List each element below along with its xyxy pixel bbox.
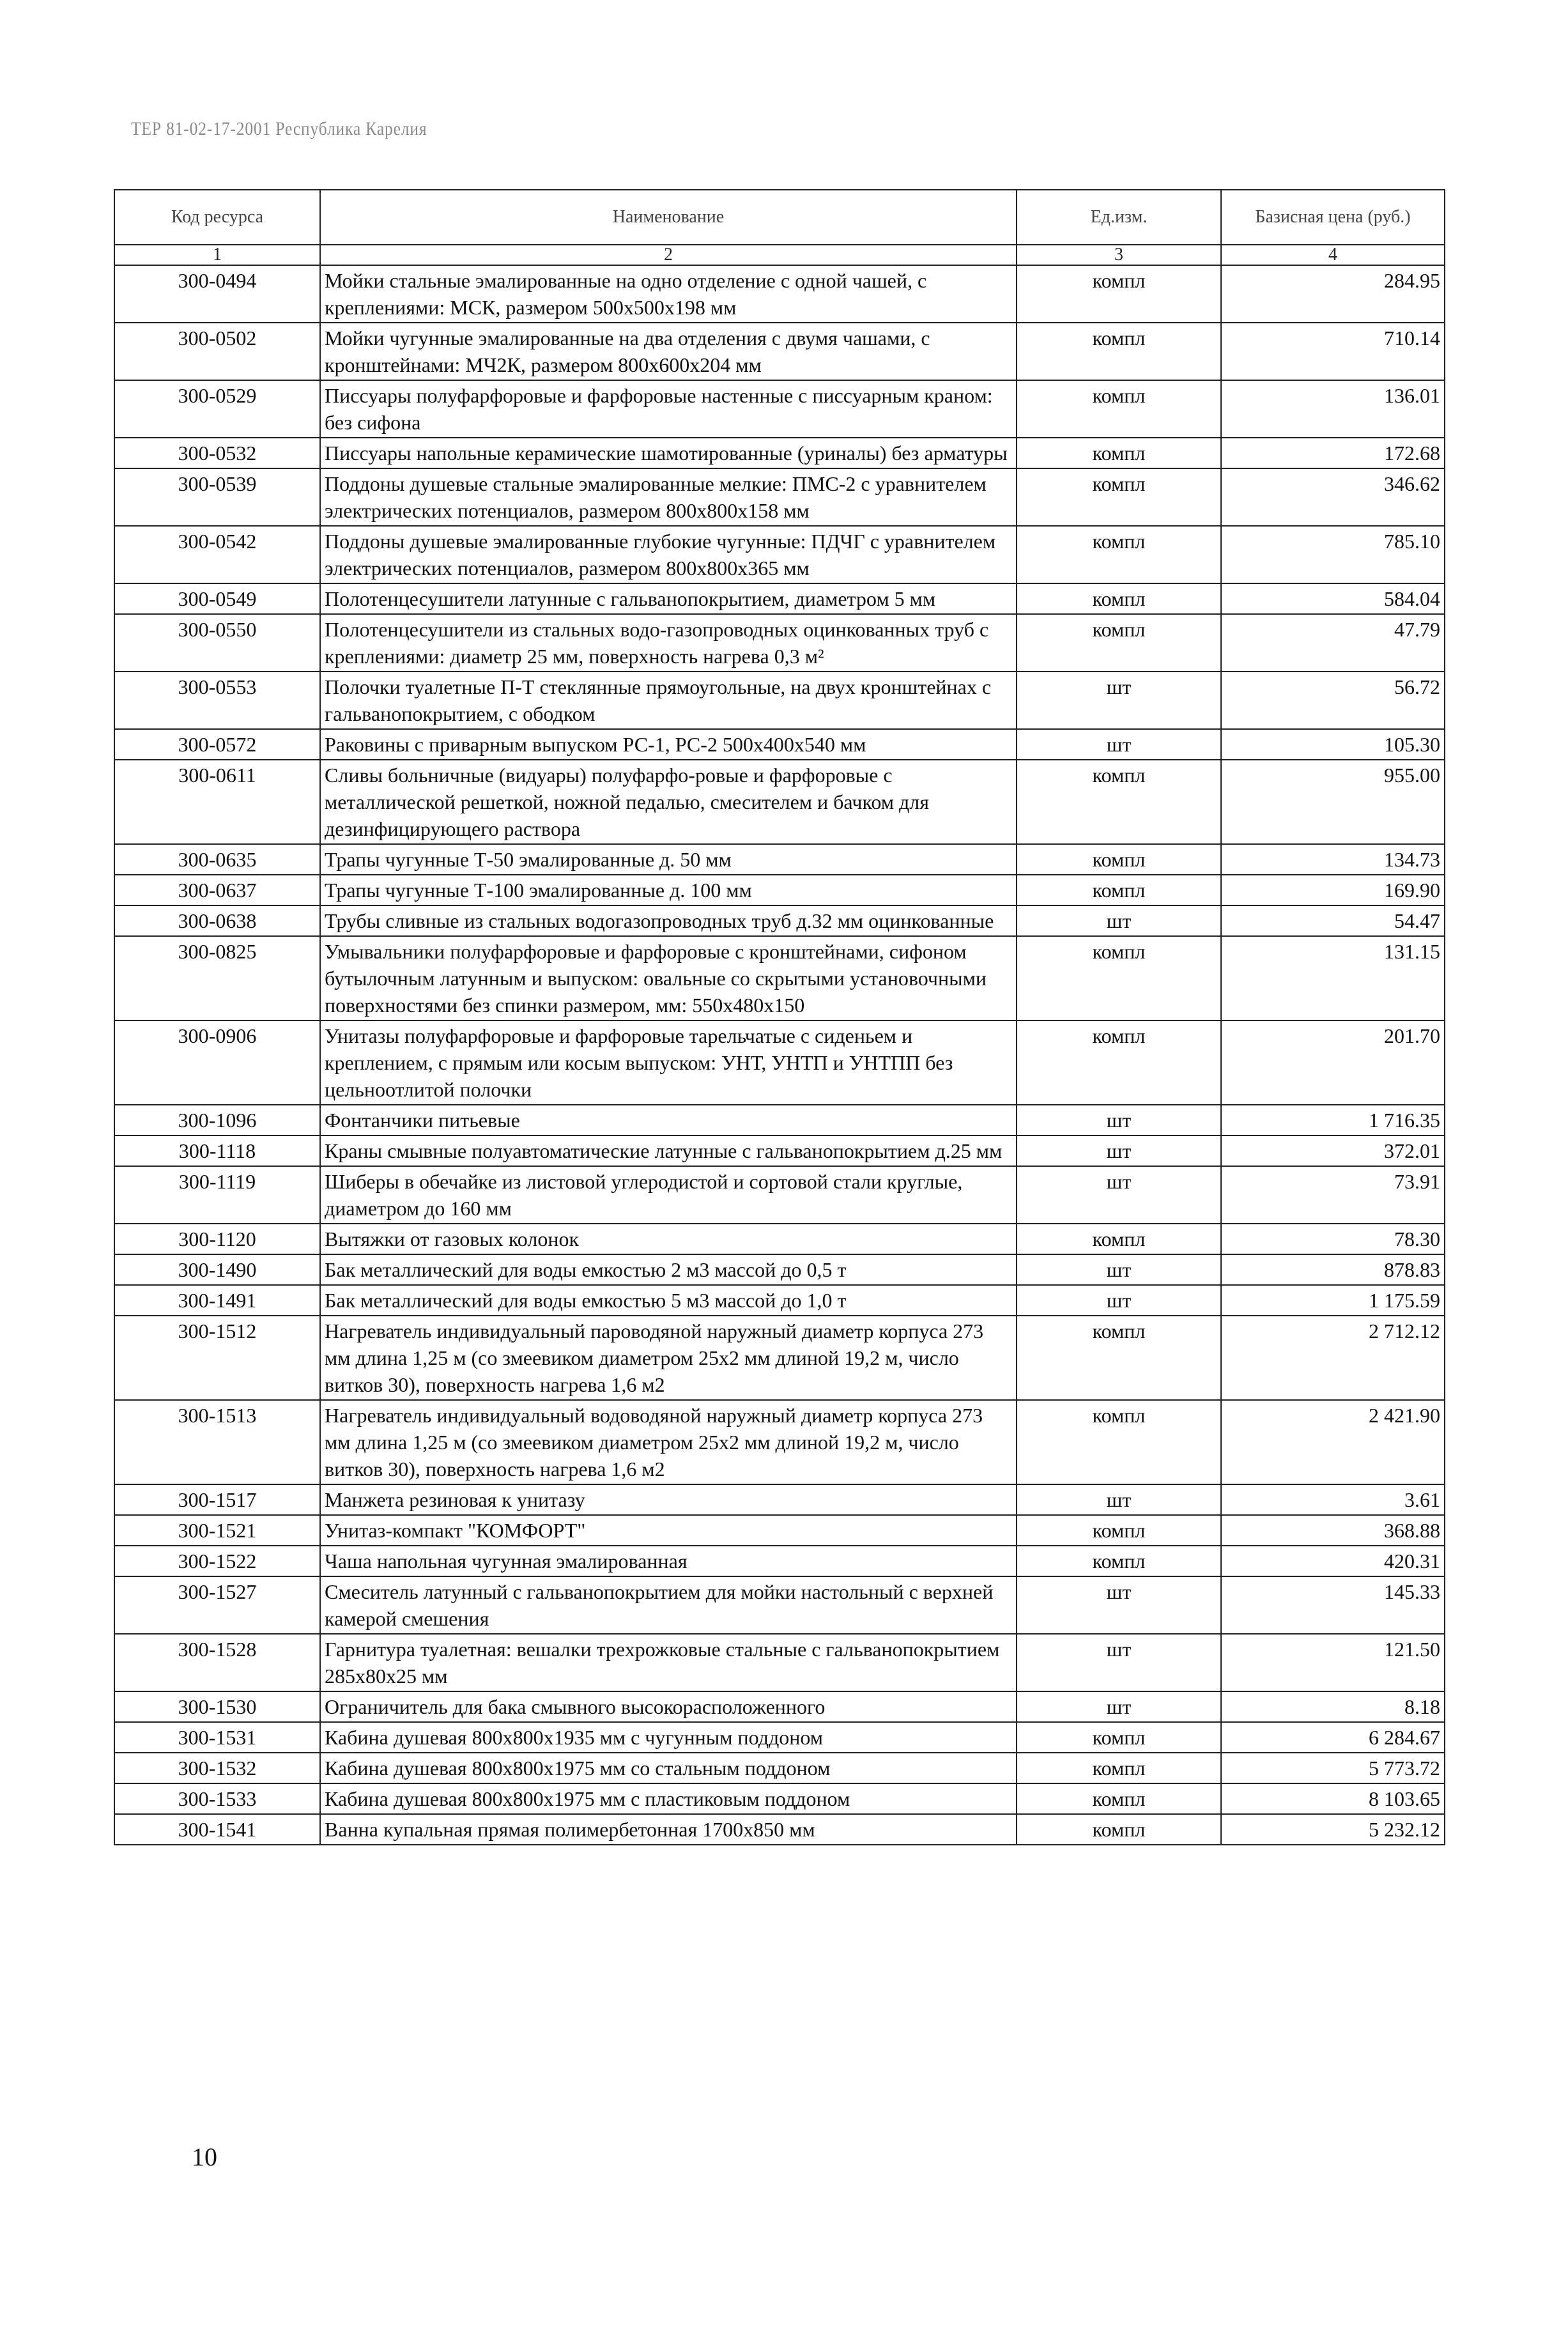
price-cell: 121.50 — [1221, 1634, 1445, 1691]
unit-cell: компл — [1017, 760, 1221, 844]
table-row — [114, 1814, 1445, 1845]
table-row — [114, 468, 1445, 526]
resource-name-cell: Писсуары напольные керамические шамотированные (уриналы) без арматуры — [320, 438, 1017, 468]
resource-name-cell: Фонтанчики питьевые — [320, 1105, 1017, 1135]
unit-cell: компл — [1017, 1316, 1221, 1400]
table-row — [114, 380, 1445, 438]
table-row — [114, 1105, 1445, 1135]
price-cell: 2 712.12 — [1221, 1316, 1445, 1400]
resource-price-table — [114, 189, 1445, 1845]
resource-name-cell: Писсуары полуфарфоровые и фарфоровые настенные с писсуарным краном: без сифона — [320, 380, 1017, 438]
resource-code-cell: 300-0635 — [114, 844, 320, 875]
resource-code-cell: 300-1522 — [114, 1546, 320, 1576]
unit-cell: шт — [1017, 1634, 1221, 1691]
price-cell: 955.00 — [1221, 760, 1445, 844]
unit-cell: компл — [1017, 583, 1221, 614]
resource-code-cell: 300-0550 — [114, 614, 320, 672]
resource-name-cell: Раковины с приварным выпуском РС-1, РС-2 500х400х540 мм — [320, 729, 1017, 760]
column-header-name: Наименование — [320, 190, 1017, 245]
resource-code-cell: 300-1531 — [114, 1722, 320, 1753]
unit-cell: компл — [1017, 1400, 1221, 1484]
table-row — [114, 905, 1445, 936]
price-cell: 346.62 — [1221, 468, 1445, 526]
resource-name-cell: Мойки стальные эмалированные на одно отделение с одной чашей, с креплениями: МСК, размером 500х500х198 мм — [320, 265, 1017, 323]
table-row — [114, 1224, 1445, 1254]
table-row — [114, 1783, 1445, 1814]
price-cell: 56.72 — [1221, 672, 1445, 729]
price-cell: 368.88 — [1221, 1515, 1445, 1546]
resource-code-cell: 300-1528 — [114, 1634, 320, 1691]
table-row — [114, 614, 1445, 672]
resource-name-cell: Нагреватель индивидуальный водоводяной наружный диаметр корпуса 273 мм длина 1,25 м (со змеевиком диаметром 25х2 мм длиной 19,2 м, число витков 30), поверхность нагрева 1,6 м2 — [320, 1400, 1017, 1484]
column-header-price: Базисная цена (руб.) — [1221, 190, 1445, 245]
price-cell: 3.61 — [1221, 1484, 1445, 1515]
table-row — [114, 1515, 1445, 1546]
resource-name-cell: Унитаз-компакт "КОМФОРТ" — [320, 1515, 1017, 1546]
table-row — [114, 729, 1445, 760]
price-cell: 105.30 — [1221, 729, 1445, 760]
table-row — [114, 844, 1445, 875]
price-cell: 6 284.67 — [1221, 1722, 1445, 1753]
resource-name-cell: Ванна купальная прямая полимербетонная 1700х850 мм — [320, 1814, 1017, 1845]
table-row — [114, 936, 1445, 1020]
price-cell: 372.01 — [1221, 1135, 1445, 1166]
table-row — [114, 583, 1445, 614]
price-cell: 134.73 — [1221, 844, 1445, 875]
resource-code-cell: 300-0549 — [114, 583, 320, 614]
table-row — [114, 1722, 1445, 1753]
price-cell: 47.79 — [1221, 614, 1445, 672]
resource-name-cell: Гарнитура туалетная: вешалки трехрожковые стальные с гальванопокрытием 285х80х25 мм — [320, 1634, 1017, 1691]
price-cell: 201.70 — [1221, 1020, 1445, 1105]
column-header-code: Код ресурса — [114, 190, 320, 245]
table-row — [114, 1285, 1445, 1316]
price-cell: 584.04 — [1221, 583, 1445, 614]
table-row — [114, 526, 1445, 583]
unit-cell: шт — [1017, 672, 1221, 729]
resource-name-cell: Полотенцесушители из стальных водо-газопроводных оцинкованных труб с креплениями: диаметр 25 мм, поверхность нагрева 0,3 м² — [320, 614, 1017, 672]
table-row — [114, 1691, 1445, 1722]
unit-cell: компл — [1017, 1753, 1221, 1783]
table-row — [114, 1135, 1445, 1166]
price-cell: 710.14 — [1221, 323, 1445, 380]
table-row — [114, 1316, 1445, 1400]
resource-name-cell: Поддоны душевые стальные эмалированные мелкие: ПМС-2 с уравнителем электрических потенциалов, размером 800х800х158 мм — [320, 468, 1017, 526]
resource-name-cell: Трапы чугунные Т-100 эмалированные д. 100 мм — [320, 875, 1017, 905]
unit-cell: компл — [1017, 1722, 1221, 1753]
unit-cell: компл — [1017, 526, 1221, 583]
resource-code-cell: 300-0529 — [114, 380, 320, 438]
unit-cell: компл — [1017, 1783, 1221, 1814]
resource-name-cell: Вытяжки от газовых колонок — [320, 1224, 1017, 1254]
price-cell: 131.15 — [1221, 936, 1445, 1020]
resource-code-cell: 300-1513 — [114, 1400, 320, 1484]
column-number: 1 — [114, 245, 320, 265]
resource-name-cell: Кабина душевая 800х800х1935 мм с чугунным поддоном — [320, 1722, 1017, 1753]
resource-code-cell: 300-0572 — [114, 729, 320, 760]
price-cell: 54.47 — [1221, 905, 1445, 936]
unit-cell: шт — [1017, 1576, 1221, 1634]
resource-name-cell: Унитазы полуфарфоровые и фарфоровые тарельчатые с сиденьем и креплением, с прямым или косым выпуском: УНТ, УНТП и УНТПП без цельноотлитой полочки — [320, 1020, 1017, 1105]
price-cell: 78.30 — [1221, 1224, 1445, 1254]
unit-cell: компл — [1017, 1020, 1221, 1105]
column-number: 3 — [1017, 245, 1221, 265]
resource-code-cell: 300-1491 — [114, 1285, 320, 1316]
table-row — [114, 1634, 1445, 1691]
unit-cell: компл — [1017, 380, 1221, 438]
price-cell: 284.95 — [1221, 265, 1445, 323]
column-header-unit: Ед.изм. — [1017, 190, 1221, 245]
price-cell: 420.31 — [1221, 1546, 1445, 1576]
resource-code-cell: 300-0637 — [114, 875, 320, 905]
resource-code-cell: 300-1512 — [114, 1316, 320, 1400]
unit-cell: шт — [1017, 729, 1221, 760]
unit-cell: компл — [1017, 468, 1221, 526]
price-cell: 8 103.65 — [1221, 1783, 1445, 1814]
table-row — [114, 760, 1445, 844]
price-cell: 136.01 — [1221, 380, 1445, 438]
unit-cell: шт — [1017, 1254, 1221, 1285]
price-cell: 73.91 — [1221, 1166, 1445, 1224]
resource-name-cell: Нагреватель индивидуальный пароводяной наружный диаметр корпуса 273 мм длина 1,25 м (со змеевиком диаметром 25х2 мм длиной 19,2 м, число витков 30), поверхность нагрева 1,6 м2 — [320, 1316, 1017, 1400]
resource-code-cell: 300-1527 — [114, 1576, 320, 1634]
unit-cell: компл — [1017, 875, 1221, 905]
price-cell: 878.83 — [1221, 1254, 1445, 1285]
price-cell: 5 773.72 — [1221, 1753, 1445, 1783]
unit-cell: компл — [1017, 323, 1221, 380]
page-number: 10 — [192, 2143, 217, 2171]
table-row — [114, 1166, 1445, 1224]
unit-cell: шт — [1017, 1105, 1221, 1135]
resource-name-cell: Шиберы в обечайке из листовой углеродистой и сортовой стали круглые, диаметром до 160 мм — [320, 1166, 1017, 1224]
table-row — [114, 1400, 1445, 1484]
resource-name-cell: Полотенцесушители латунные с гальванопокрытием, диаметром 5 мм — [320, 583, 1017, 614]
resource-code-cell: 300-1521 — [114, 1515, 320, 1546]
price-cell: 1 175.59 — [1221, 1285, 1445, 1316]
price-cell: 8.18 — [1221, 1691, 1445, 1722]
table-row — [114, 1020, 1445, 1105]
resource-code-cell: 300-0825 — [114, 936, 320, 1020]
resource-name-cell: Поддоны душевые эмалированные глубокие чугунные: ПДЧГ с уравнителем электрических потенциалов, размером 800х800х365 мм — [320, 526, 1017, 583]
unit-cell: шт — [1017, 1691, 1221, 1722]
resource-code-cell: 300-1120 — [114, 1224, 320, 1254]
table-body — [114, 265, 1445, 1845]
resource-name-cell: Умывальники полуфарфоровые и фарфоровые с кронштейнами, сифоном бутылочным латунным и выпуском: овальные со скрытыми установочными поверхностями без спинки размером, мм: 550х480х150 — [320, 936, 1017, 1020]
unit-cell: компл — [1017, 438, 1221, 468]
unit-cell: компл — [1017, 936, 1221, 1020]
resource-table-container — [114, 189, 1444, 1845]
resource-code-cell: 300-0553 — [114, 672, 320, 729]
resource-code-cell: 300-1119 — [114, 1166, 320, 1224]
resource-name-cell: Краны смывные полуавтоматические латунные с гальванопокрытием д.25 мм — [320, 1135, 1017, 1166]
resource-code-cell: 300-0502 — [114, 323, 320, 380]
unit-cell: шт — [1017, 1166, 1221, 1224]
resource-name-cell: Трубы сливные из стальных водогазопроводных труб д.32 мм оцинкованные — [320, 905, 1017, 936]
table-row — [114, 1753, 1445, 1783]
resource-code-cell: 300-1541 — [114, 1814, 320, 1845]
column-number: 4 — [1221, 245, 1445, 265]
resource-name-cell: Ограничитель для бака смывного высокорасположенного — [320, 1691, 1017, 1722]
column-number: 2 — [320, 245, 1017, 265]
resource-name-cell: Трапы чугунные Т-50 эмалированные д. 50 мм — [320, 844, 1017, 875]
price-cell: 2 421.90 — [1221, 1400, 1445, 1484]
resource-name-cell: Бак металлический для воды емкостью 2 м3 массой до 0,5 т — [320, 1254, 1017, 1285]
resource-code-cell: 300-0539 — [114, 468, 320, 526]
resource-name-cell: Бак металлический для воды емкостью 5 м3 массой до 1,0 т — [320, 1285, 1017, 1316]
resource-code-cell: 300-1533 — [114, 1783, 320, 1814]
unit-cell: шт — [1017, 1484, 1221, 1515]
resource-code-cell: 300-1096 — [114, 1105, 320, 1135]
resource-name-cell: Манжета резиновая к унитазу — [320, 1484, 1017, 1515]
resource-code-cell: 300-1517 — [114, 1484, 320, 1515]
unit-cell: компл — [1017, 265, 1221, 323]
resource-name-cell: Полочки туалетные П-Т стеклянные прямоугольные, на двух кронштейнах с гальванопокрытием, с ободком — [320, 672, 1017, 729]
unit-cell: шт — [1017, 905, 1221, 936]
price-cell: 785.10 — [1221, 526, 1445, 583]
resource-code-cell: 300-0532 — [114, 438, 320, 468]
price-cell: 1 716.35 — [1221, 1105, 1445, 1135]
column-number-row — [114, 245, 1445, 265]
resource-code-cell: 300-1490 — [114, 1254, 320, 1285]
resource-name-cell: Кабина душевая 800х800х1975 мм со стальным поддоном — [320, 1753, 1017, 1783]
unit-cell: шт — [1017, 1135, 1221, 1166]
table-header-row — [114, 190, 1445, 245]
resource-code-cell: 300-0494 — [114, 265, 320, 323]
table-row — [114, 672, 1445, 729]
resource-code-cell: 300-1530 — [114, 1691, 320, 1722]
resource-code-cell: 300-1118 — [114, 1135, 320, 1166]
price-cell: 145.33 — [1221, 1576, 1445, 1634]
table-row — [114, 1546, 1445, 1576]
resource-name-cell: Сливы больничные (видуары) полуфарфо-ровые и фарфоровые с металлической решеткой, ножной педалью, смесителем и бачком для дезинфицирующего раствора — [320, 760, 1017, 844]
resource-name-cell: Чаша напольная чугунная эмалированная — [320, 1546, 1017, 1576]
table-row — [114, 323, 1445, 380]
table-row — [114, 438, 1445, 468]
document-header: ТЕР 81-02-17-2001 Республика Карелия — [131, 118, 427, 139]
price-cell: 169.90 — [1221, 875, 1445, 905]
resource-name-cell: Кабина душевая 800х800х1975 мм с пластиковым поддоном — [320, 1783, 1017, 1814]
resource-code-cell: 300-0611 — [114, 760, 320, 844]
unit-cell: компл — [1017, 1515, 1221, 1546]
unit-cell: компл — [1017, 1224, 1221, 1254]
resource-code-cell: 300-1532 — [114, 1753, 320, 1783]
table-row — [114, 265, 1445, 323]
resource-name-cell: Мойки чугунные эмалированные на два отделения с двумя чашами, с кронштейнами: МЧ2К, размером 800х600х204 мм — [320, 323, 1017, 380]
resource-code-cell: 300-0542 — [114, 526, 320, 583]
table-row — [114, 875, 1445, 905]
resource-code-cell: 300-0638 — [114, 905, 320, 936]
unit-cell: компл — [1017, 1814, 1221, 1845]
table-row — [114, 1484, 1445, 1515]
resource-name-cell: Смеситель латунный с гальванопокрытием для мойки настольный с верхней камерой смешения — [320, 1576, 1017, 1634]
price-cell: 172.68 — [1221, 438, 1445, 468]
unit-cell: компл — [1017, 614, 1221, 672]
unit-cell: компл — [1017, 844, 1221, 875]
resource-code-cell: 300-0906 — [114, 1020, 320, 1105]
table-row — [114, 1254, 1445, 1285]
table-row — [114, 1576, 1445, 1634]
unit-cell: шт — [1017, 1285, 1221, 1316]
unit-cell: компл — [1017, 1546, 1221, 1576]
price-cell: 5 232.12 — [1221, 1814, 1445, 1845]
